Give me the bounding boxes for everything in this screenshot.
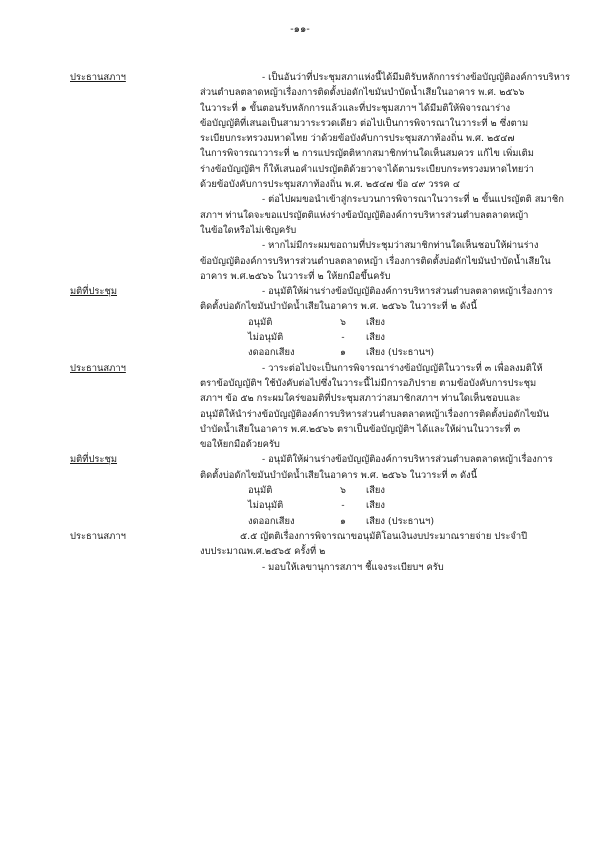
speech-first-line: - วาระต่อไปจะเป็นการพิจารณาร่างข้อบัญญัติในวาระที่ ๓ เพื่อลงมติให้ bbox=[262, 362, 543, 374]
meeting-minutes bbox=[70, 70, 571, 575]
speaker-label: ประธานสภาฯ bbox=[70, 72, 126, 83]
speech-line: บำบัดน้ำเสียในอาคาร พ.ศ.๒๕๖๖ ตราเป็นข้อบัญญัติฯ ได้และให้ผ่านในวาระที่ ๓ bbox=[200, 423, 520, 435]
speech-line: อาคาร พ.ศ.๒๕๖๖ ในวาระที่ ๒ ให้ยกมือขึ้นครับ bbox=[200, 270, 391, 282]
speech-line: ข้อบัญญัติที่เสนอเป็นสามวาระรวดเดียว ต่อไปเป็นการพิจารณาในวาระที่ ๒ ซึ่งตาม bbox=[200, 117, 529, 129]
speech-block bbox=[70, 361, 560, 453]
page-number: -๑๑- bbox=[290, 24, 310, 35]
speech-first-line: - อนุมัติให้ผ่านร่างข้อบัญญัติองค์การบริหารส่วนตำบลตลาดหญ้าเรื่องการ bbox=[262, 286, 553, 298]
speech-first-line: - มอบให้เลขานุการสภาฯ ชี้แจงระเบียบฯ ครับ bbox=[262, 561, 444, 573]
speech-line: สภาฯ ท่านใดจะขอแปรญัตติแห่งร่างข้อบัญญัติองค์การบริหารส่วนตำบลตลาดหญ้า bbox=[200, 209, 529, 221]
speech-line: สภาฯ ข้อ ๕๒ กระผมใคร่ขอมติที่ประชุมสภาว่าสมาชิกสภาฯ ท่านใดเห็นชอบและ bbox=[200, 393, 521, 405]
agenda-item-line: ๕.๕ ญัตติเรื่องการพิจารณาขอนุมัติโอนเงินงบประมาณรายจ่าย ประจำปี bbox=[240, 530, 528, 542]
resolution-block bbox=[70, 452, 560, 528]
speech-line: ส่วนตำบลตลาดหญ้าเรื่องการติดตั้งบ่อดักไขมันบำบัดน้ำเสียในอาคาร พ.ศ. ๒๕๖๖ bbox=[200, 87, 525, 99]
speech-line: อนุมัติให้นำร่างข้อบัญญัติองค์การบริหารส่วนตำบลตลาดหญ้าเรื่องการติดตั้งบ่อดักไขมัน bbox=[200, 408, 549, 420]
speech-line: ระเบียบกระทรวงมหาดไทย ว่าด้วยข้อบังคับการประชุมสภาท้องถิ่น พ.ศ. ๒๕๔๗ bbox=[200, 133, 515, 145]
speech-line: ในการพิจารณาวาระที่ ๒ การแปรญัตติหากสมาชิกท่านใดเห็นสมควร แก้ไข เพิ่มเติม bbox=[200, 148, 534, 160]
speech-line: ตราข้อบัญญัติฯ ใช้บังคับต่อไปซึ่งในวาระนี้ไม่มีการอภิปราย ตามข้อบังคับการประชุม bbox=[200, 377, 537, 389]
speech-line: ติดตั้งบ่อดักไขมันบำบัดน้ำเสียในอาคาร พ.ศ. ๒๕๖๖ ในวาระที่ ๓ ดังนี้ bbox=[200, 469, 478, 481]
speech-first-line: - อนุมัติให้ผ่านร่างข้อบัญญัติองค์การบริหารส่วนตำบลตลาดหญ้าเรื่องการ bbox=[262, 454, 553, 466]
vote-row: อนุมัติ ๖ เสียง bbox=[248, 316, 385, 328]
speech-block bbox=[70, 70, 571, 284]
speech-line: ร่างข้อบัญญัติฯ ก็ให้เสนอคำแปรญัตติด้วยวาจาได้ตามระเบียบกระทรวงมหาดไทยว่า bbox=[200, 163, 534, 175]
speech-block bbox=[70, 529, 560, 575]
speaker-label: มติที่ประชุม bbox=[70, 454, 118, 466]
vote-row: ไม่อนุมัติ - เสียง bbox=[248, 332, 385, 344]
speech-line: ขอให้ยกมือด้วยครับ bbox=[200, 439, 280, 451]
speech-first-line: - ต่อไปผมขอนำเข้าสู่กระบวนการพิจารณาในวาระที่ ๒ ขั้นแปรญัตติ สมาชิก bbox=[262, 194, 564, 206]
speech-line: ข้อบัญญัติองค์การบริหารส่วนตำบลตลาดหญ้า เรื่องการติดตั้งบ่อดักไขมันบำบัดน้ำเสียใน bbox=[200, 255, 551, 267]
speech-line: ติดตั้งบ่อดักไขมันบำบัดน้ำเสียในอาคาร พ.ศ. ๒๕๖๖ ในวาระที่ ๒ ดังนี้ bbox=[200, 301, 477, 313]
vote-row: งดออกเสียง ๑ เสียง (ประธานฯ) bbox=[248, 515, 434, 527]
speaker-label: ประธานสภาฯ bbox=[70, 530, 126, 542]
speaker-label: ประธานสภาฯ bbox=[70, 362, 126, 374]
vote-row: อนุมัติ ๖ เสียง bbox=[248, 485, 385, 497]
speech-first-line: - เป็นอันว่าที่ประชุมสภาแห่งนี้ได้มีมติรับหลักการร่างข้อบัญญัติองค์การบริหาร bbox=[262, 72, 571, 83]
speech-line: ในวาระที่ ๑ ขั้นตอนรับหลักการแล้วและที่ประชุมสภาฯ ได้มีมติให้พิจารณาร่าง bbox=[200, 102, 511, 114]
vote-row: งดออกเสียง ๑ เสียง (ประธานฯ) bbox=[248, 347, 434, 359]
speech-first-line: - หากไม่มีกระผมขอถามที่ประชุมว่าสมาชิกท่านใดเห็นชอบให้ผ่านร่าง bbox=[262, 240, 539, 252]
speech-line: ในข้อใดหรือไม่เชิญครับ bbox=[200, 224, 297, 236]
speech-line: ด้วยข้อบังคับการประชุมสภาท้องถิ่น พ.ศ. ๒๕๔๗ ข้อ ๔๙ วรรค ๔ bbox=[200, 179, 460, 191]
resolution-block bbox=[70, 284, 560, 360]
speech-line: งบประมาณพ.ศ.๒๕๖๕ ครั้งที่ ๒ bbox=[200, 546, 326, 558]
vote-row: ไม่อนุมัติ - เสียง bbox=[248, 500, 385, 512]
speaker-label: มติที่ประชุม bbox=[70, 286, 118, 298]
